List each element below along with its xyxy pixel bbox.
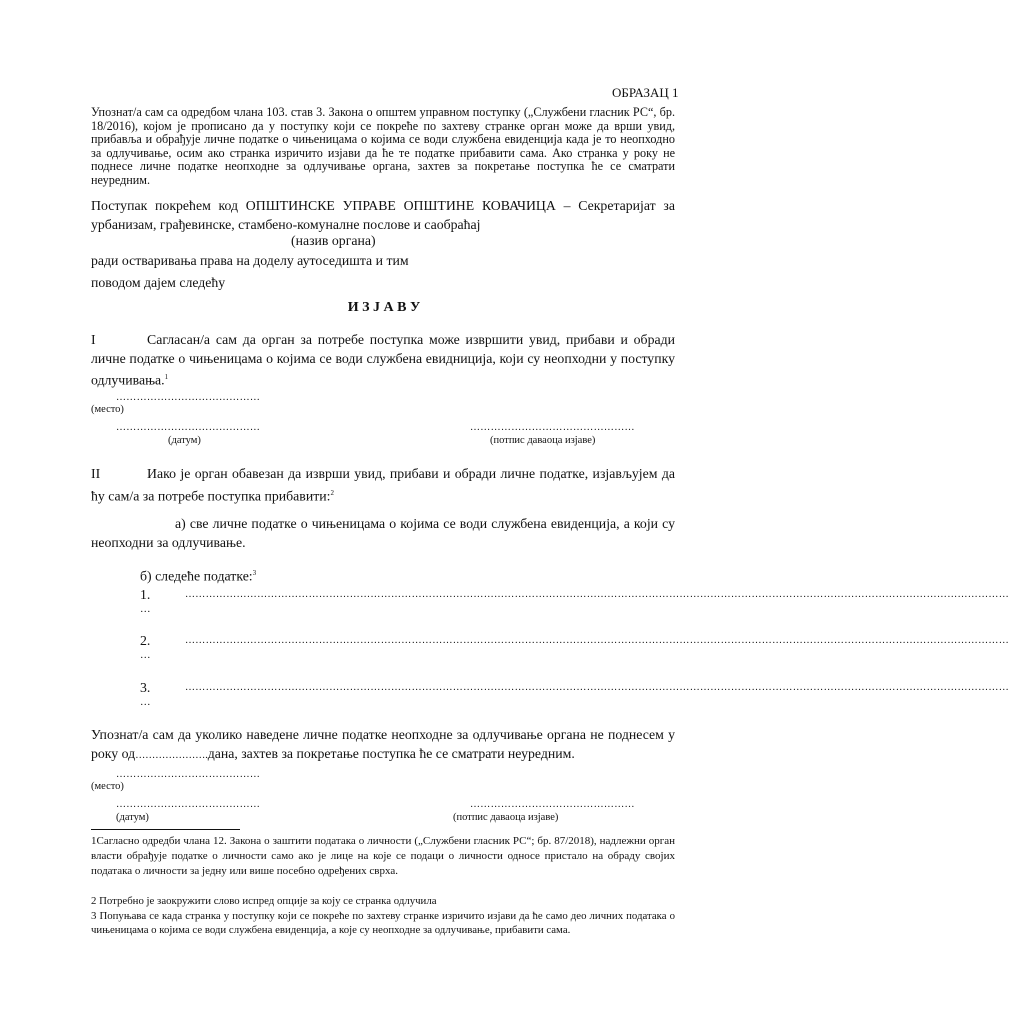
item-line[interactable]: …………………………………………………………………………………………………………………………………………………………………………………………………………………… — [185, 589, 1009, 600]
section-1-text — [91, 331, 675, 390]
section-2-numeral: II — [91, 466, 101, 481]
footnote-ref-2: 2 — [330, 488, 334, 497]
closing-text-before: Упознат/а сам да уколико наведене личне податке неопходне за одлучивање органа не поднесем у року од — [91, 727, 675, 761]
section-2-body: Иако је орган обавезан да изврши увид, прибави и обради личне податке, изјављујем да ћу сам/а за потребе поступка прибавити: — [91, 466, 675, 504]
footnote-2: 2 Потребно је заокружити слово испред опције за коју се странка одлучила — [91, 895, 437, 907]
section-2-text — [91, 465, 675, 506]
section-1-numeral: I — [91, 332, 96, 347]
item-line-continuation: … — [140, 604, 151, 615]
purpose-text: ради остваривања права на доделу аутоседишта и тим — [91, 253, 409, 268]
footnote-ref-1: 1 — [164, 373, 169, 381]
place-label-1: (место) — [91, 404, 124, 415]
closing-text-after: дана, захтев за покретање поступка ће се сматрати неуредним. — [207, 745, 575, 761]
signature-line-2[interactable]: ………………………………………… — [470, 799, 635, 810]
document-title: И З Ј А В У — [347, 300, 421, 315]
footnote-3: 3 Попуњава се када странка у поступку који се покреће по захтеву странке изричито изјави да ће само део личних података о чињеницама о којима се води службена евиденција, а које су неопходне за одлучивање, прибавити сама. — [91, 910, 675, 936]
date-label-1: (датум) — [168, 435, 201, 446]
signature-label-2: (потпис даваоца изјаве) — [453, 812, 559, 823]
signature-line-1[interactable]: ………………………………………… — [470, 422, 635, 433]
item-number: 2. — [140, 633, 151, 648]
footnote-separator — [91, 829, 240, 830]
organ-paragraph: Поступак покрећем код ОПШТИНСКЕ УПРАВЕ ОПШТИНЕ КОВАЧИЦА – Секретаријат за урбанизам, грађевинске, стамбено-комуналне послове и саобраћај — [91, 198, 675, 232]
date-label-2: (датум) — [116, 812, 149, 823]
intro-paragraph: Упознат/а сам са одредбом члана 103. став 3. Закона о општем управном поступку („Службени гласник РС“, бр. 18/2016), којом је прописано да у поступку који се покреће по захтеву странке орган може да врши увид, прибавља и обрађује личне податке о чињеницама о којима се води службена евиденција када је то неопходно за одлучивање, осим ако странка изричито изјави да ће те податке прибавити сама. Ако странка у року не поднесе личне податке неопходне за одлучивање органа, захтев за покретање поступка ће се сматрати неуредним. — [91, 105, 675, 187]
section-1-body: Сагласан/а сам да орган за потребе поступка може извршити увид, прибави и обради личне податке о чињеницама о којима се води службена евидниција, који су неопходни у поступку одлучивања. — [91, 332, 675, 388]
days-blank[interactable]: …………………. — [135, 749, 208, 761]
signature-label-1: (потпис даваоца изјаве) — [490, 435, 596, 446]
date-line-1[interactable]: …………………………………… — [116, 422, 261, 433]
place-label-2: (место) — [91, 781, 124, 792]
item-line[interactable]: …………………………………………………………………………………………………………………………………………………………………………………………………………………… — [185, 682, 1009, 693]
organ-label: (назив органа) — [291, 233, 376, 248]
option-b-label: б) следеће податке: — [140, 568, 253, 584]
footnote-1: 1Сагласно одредби члана 12. Закона о заштити података о личности („Службени гласник РС“; бр. 87/2018), надлежни орган власти обрађује податке о личности само ако је лице на које се подаци о личности односе пристало на обраду својих података о личности за једну или више посебно одређених сврха. — [91, 835, 675, 877]
statement-intro: поводом дајем следећу — [91, 275, 226, 290]
place-line-1[interactable]: …………………………………… — [116, 392, 261, 403]
date-line-2[interactable]: …………………………………… — [116, 799, 261, 810]
item-number: 3. — [140, 680, 151, 695]
place-line-2[interactable]: …………………………………… — [116, 769, 261, 780]
item-number: 1. — [140, 587, 151, 602]
option-a[interactable]: а) све личне податке о чињеницама о којима се води службена евиденција, а који су неопходни за одлучивање. — [91, 516, 675, 550]
form-label: ОБРАЗАЦ 1 — [612, 85, 679, 100]
item-line-continuation: … — [140, 650, 151, 661]
item-line-continuation: … — [140, 697, 151, 708]
closing-paragraph — [91, 726, 675, 765]
option-b[interactable] — [140, 564, 256, 586]
footnote-ref-3: 3 — [252, 569, 257, 577]
item-line[interactable]: …………………………………………………………………………………………………………………………………………………………………………………………………………………… — [185, 635, 1009, 646]
